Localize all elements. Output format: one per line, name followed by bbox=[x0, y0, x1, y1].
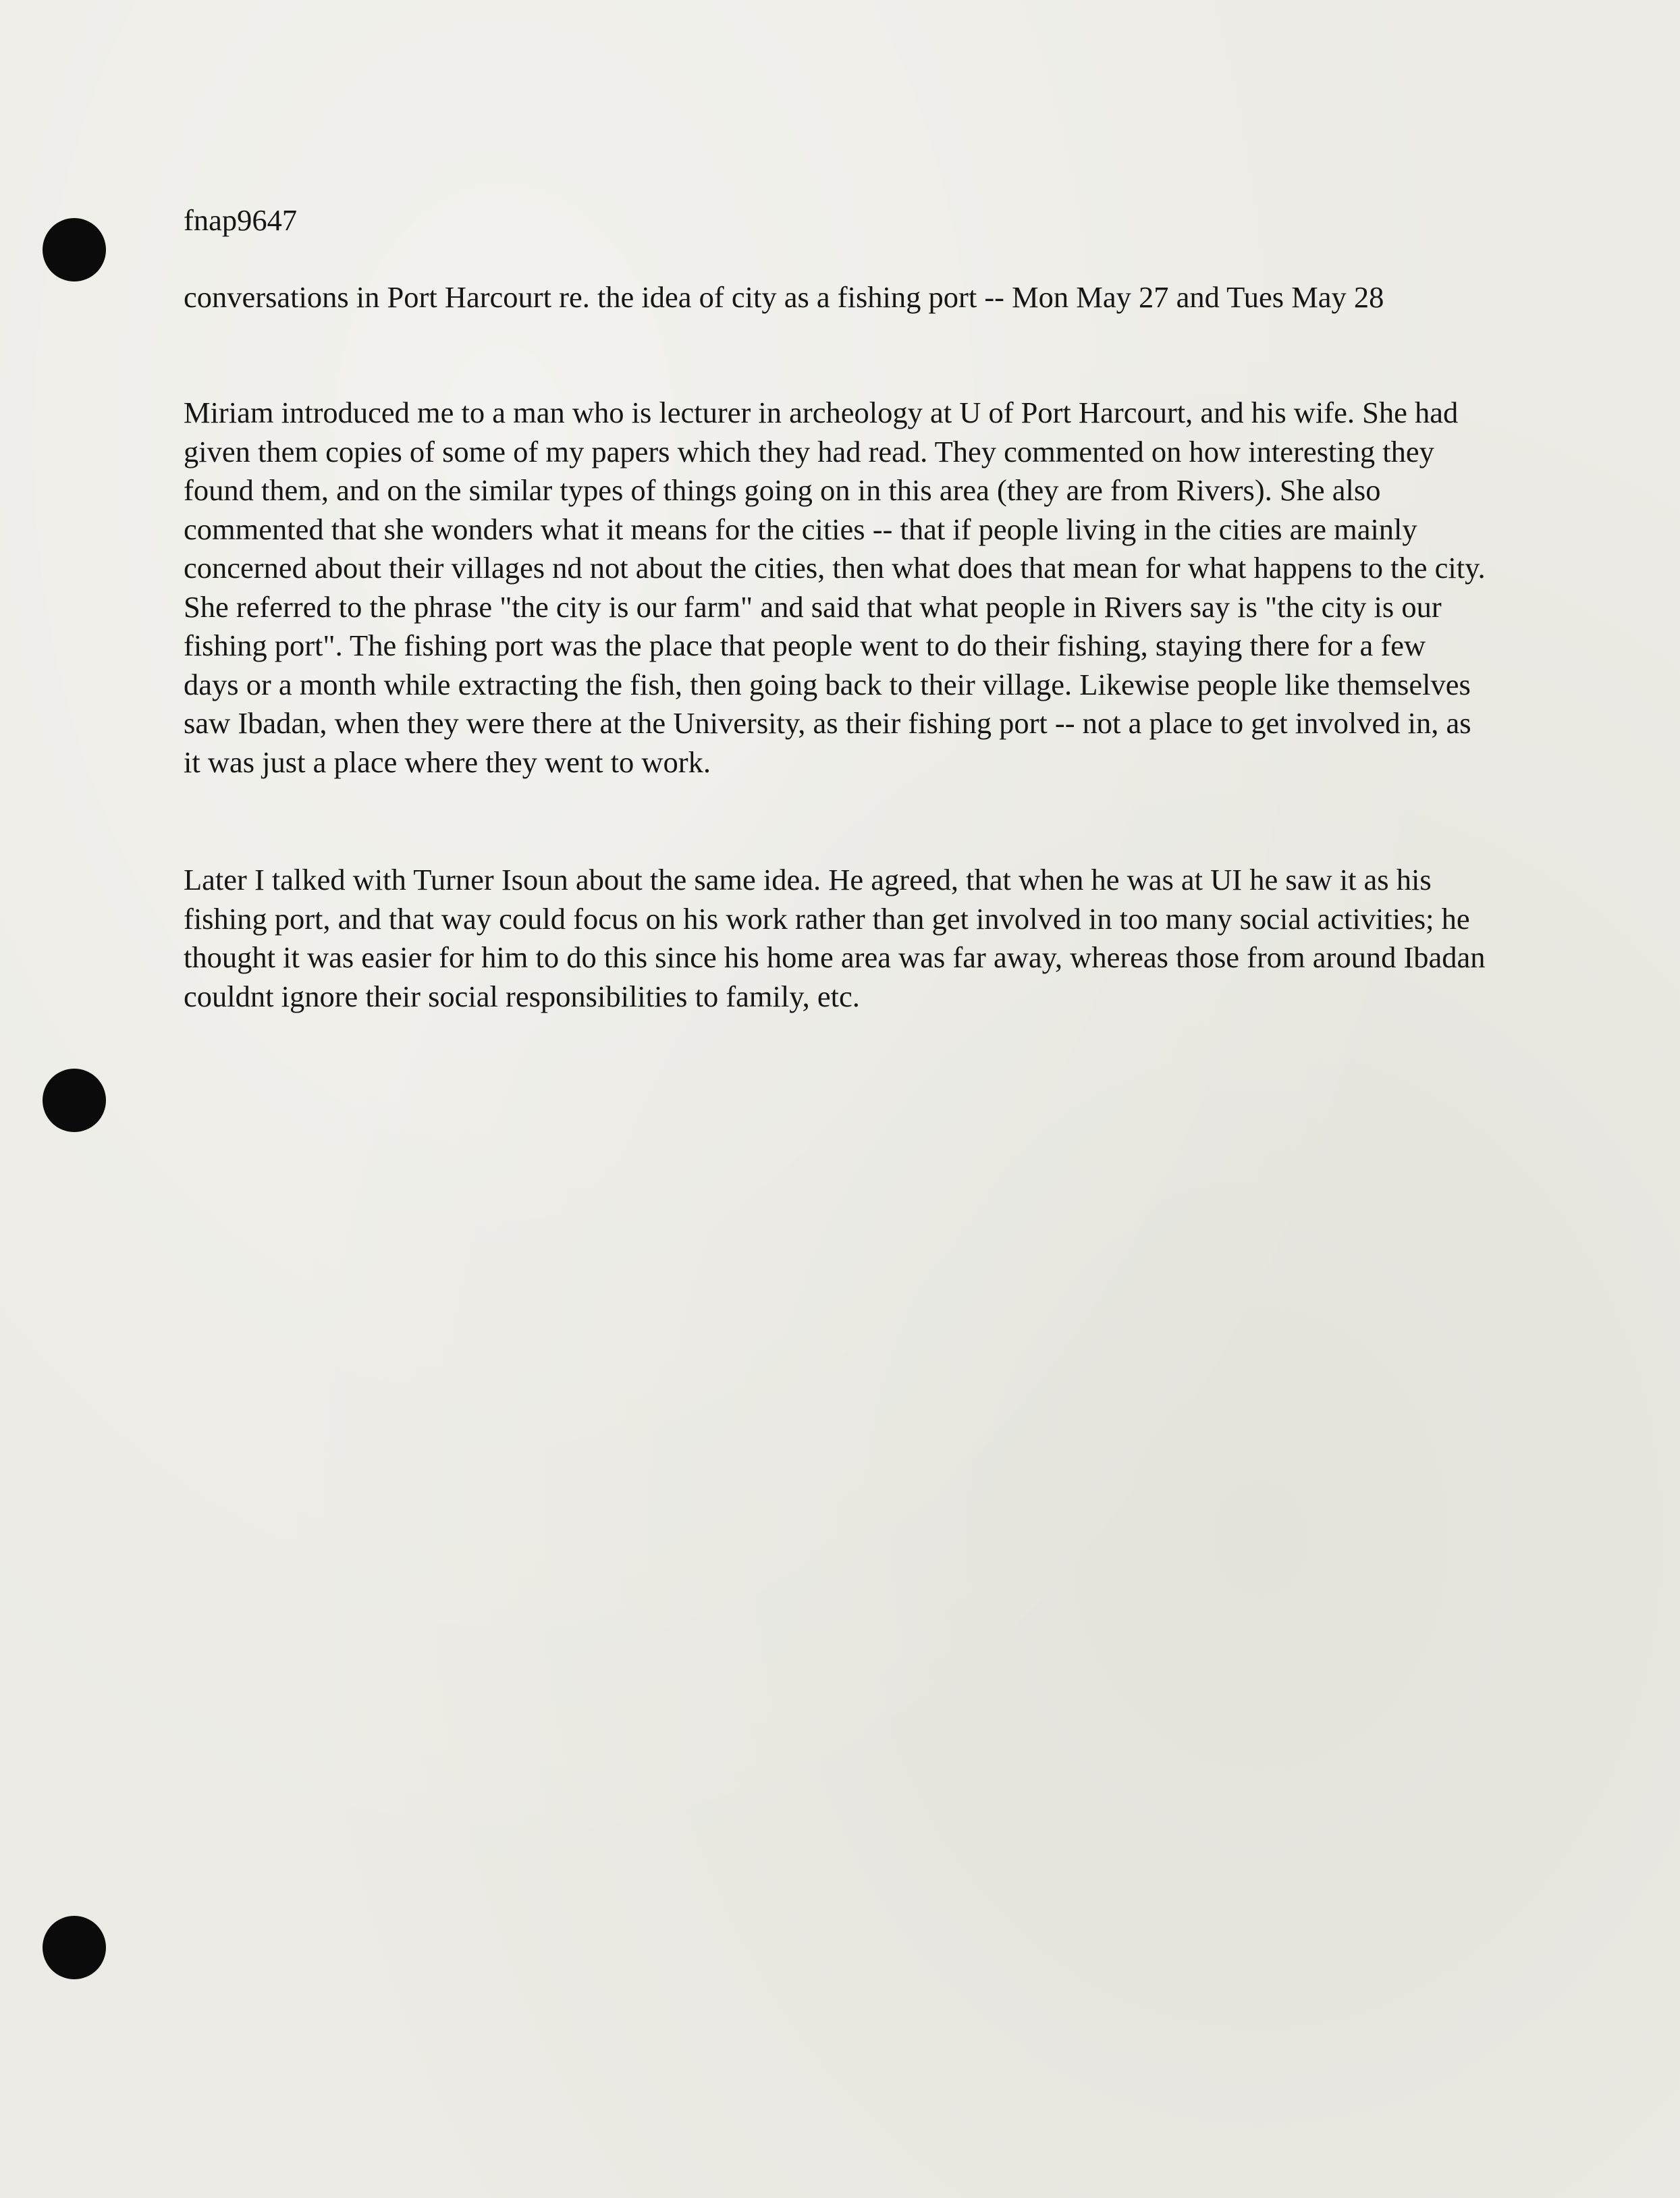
binder-hole-top bbox=[43, 218, 106, 282]
binder-hole-middle bbox=[43, 1069, 106, 1132]
binder-hole-bottom bbox=[43, 1916, 106, 1979]
document-subject: conversations in Port Harcourt re. the idea of city as a fishing port -- Mon May 27 and Tues May 28 bbox=[184, 280, 1384, 314]
paragraph-1: Miriam introduced me to a man who is lecturer in archeology at U of Port Harcourt, and his wife. She had given them copies of some of my papers which they had read. They commented on how interesting they found them, and on the similar types of things going on in this area (they are from Rivers). She also commented that she wonders what it means for the cities -- that if people living in the cities are mainly concerned about their villages nd not about the cities, then what does that mean for what happens to the city. She referred to the phrase "the city is our farm" and said that what people in Rivers say is "the city is our fishing port". The fishing port was the place that people went to do their fishing, staying there for a few days or a month while extracting the fish, then going back to their village. Likewise people like themselves saw Ibadan, when they were there at the University, as their fishing port -- not a place to get involved in, as it was just a place where they went to work. bbox=[184, 396, 1486, 779]
document-id: fnap9647 bbox=[184, 203, 298, 237]
paragraph-2: Later I talked with Turner Isoun about the same idea. He agreed, that when he was at UI he saw it as his fishing port, and that way could focus on his work rather than get involved in too many social activities; he thought it was easier for him to do this since his home area was far away, whereas those from around Ibadan couldnt ignore their social responsibilities to family, etc. bbox=[184, 863, 1486, 1013]
